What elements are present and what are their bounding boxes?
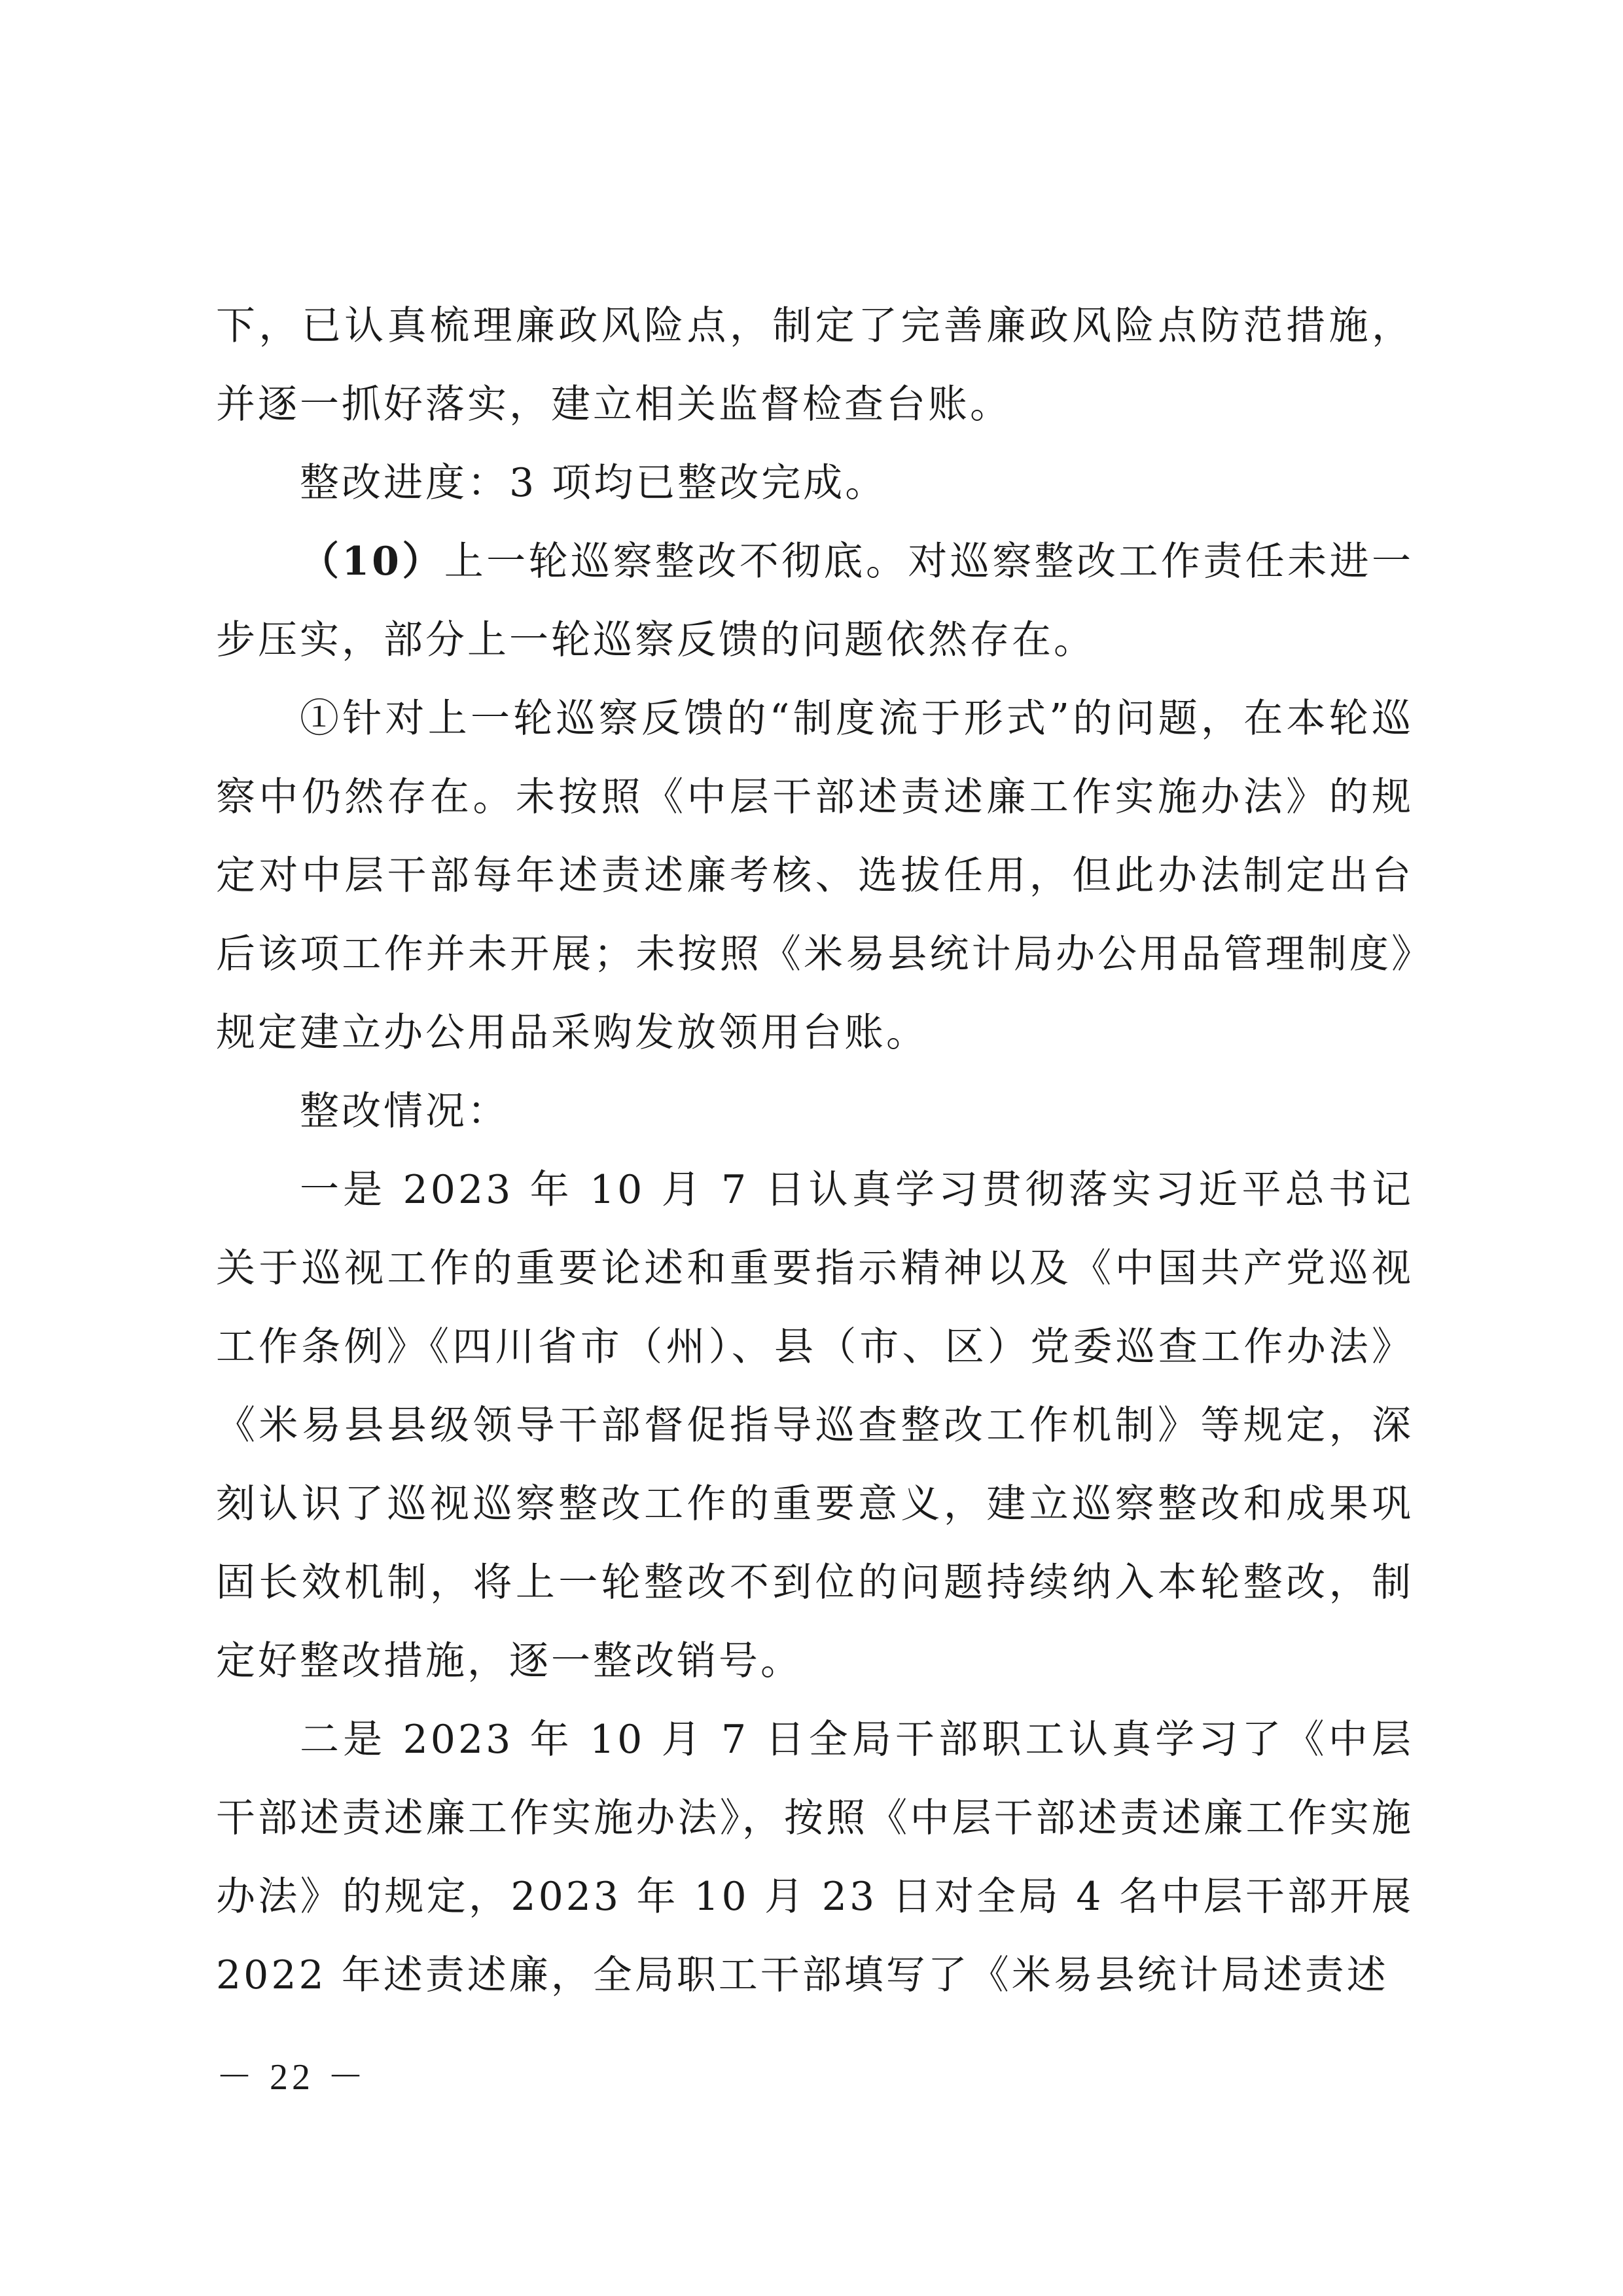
- document-body: [216, 287, 1414, 2015]
- paragraph-rectification-heading: 整改情况：: [300, 1088, 509, 1134]
- page-number: － 22 －: [216, 2057, 368, 2098]
- paragraph-issue-1: ①针对上一轮巡察反馈的“制度流于形式”的问题，在本轮巡察中仍然存在。未按照《中层干部述责述廉工作实施办法》的规定对中层干部每年述责述廉考核、选拔任用，但此办法制定出台后该项工作并未开展；未按照《米易县统计局办公用品管理制度》规定建立办公用品采购发放领用台账。: [216, 696, 1414, 1056]
- item-number: （10）: [300, 539, 444, 584]
- paragraph-item-10: [216, 522, 1414, 679]
- paragraph-measure-1: 一是 2023 年 10 月 7 日认真学习贯彻落实习近平总书记关于巡视工作的重要论述和重要指示精神以及《中国共产党巡视工作条例》《四川省市（州）、县（市、区）党委巡查工作办法》《米易县县级领导干部督促指导巡查整改工作机制》等规定，深刻认识了巡视巡察整改工作的重要意义，建立巡察整改和成果巩固长效机制，将上一轮整改不到位的问题持续纳入本轮整改，制定好整改措施，逐一整改销号。: [216, 1167, 1414, 1684]
- paragraph-measure-2: 二是 2023 年 10 月 7 日全局干部职工认真学习了《中层干部述责述廉工作实施办法》，按照《中层干部述责述廉工作实施办法》的规定，2023 年 10 月 23 日对全局 4 名中层干部开展 2022 年述责述廉，全局职工干部填写了《米易县统计局述责述: [216, 1717, 1414, 1998]
- item-text: 上一轮巡察整改不彻底。对巡察整改工作责任未进一步压实，部分上一轮巡察反馈的问题依然存在。: [216, 539, 1414, 663]
- paragraph-progress: 整改进度：3 项均已整改完成。: [300, 460, 887, 506]
- paragraph-continuation: 下，已认真梳理廉政风险点，制定了完善廉政风险点防范措施，并逐一抓好落实，建立相关监督检查台账。: [216, 303, 1414, 427]
